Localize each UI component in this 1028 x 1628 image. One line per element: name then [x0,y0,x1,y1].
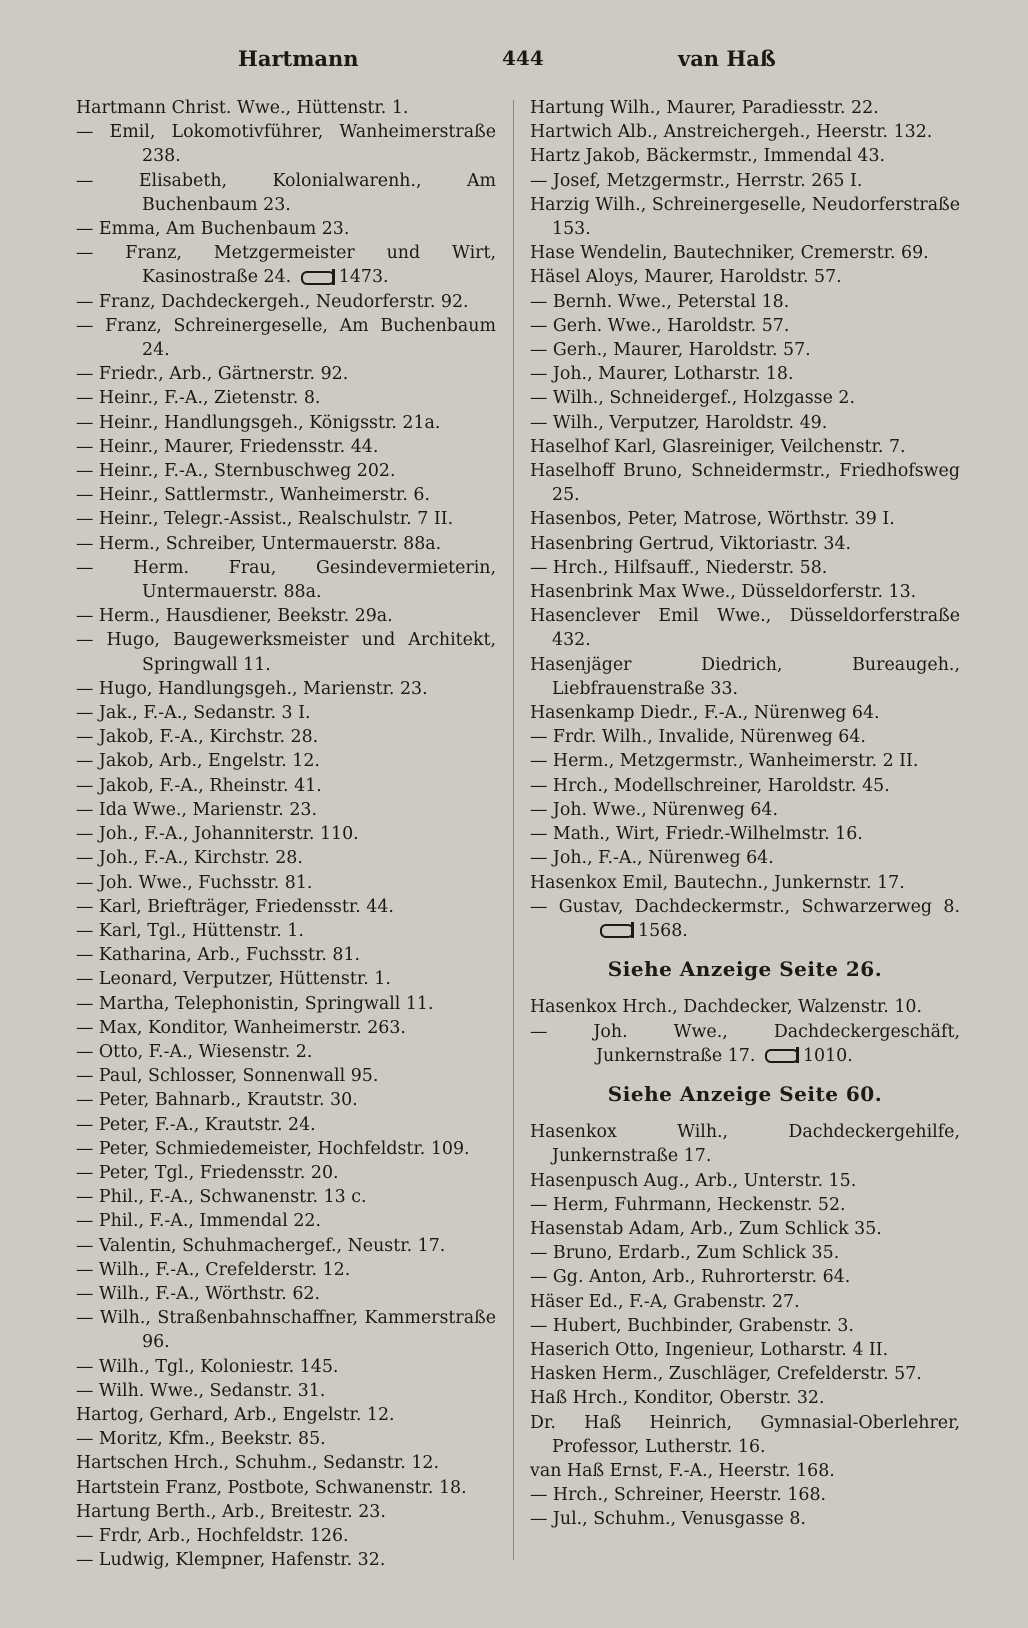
directory-entry [530,1386,960,1410]
entry-text: — Jak., F.-A., Sedanstr. 3 I. [76,703,311,724]
directory-entry [76,1258,496,1282]
directory-entry [530,701,960,725]
entry-text: Hasenkox Wilh., Dachdeckergehilfe, Junkernstraße 17. [530,1122,960,1167]
entry-text: — Bruno, Erdarb., Zum Schlick 35. [530,1243,840,1264]
entry-text: Hartog, Gerhard, Arb., Engelstr. 12. [76,1404,395,1425]
advertisement-reference: Siehe Anzeige Seite 26. [607,957,883,982]
directory-entry [530,1241,960,1265]
directory-entry [76,822,496,846]
entry-text: Hasken Herm., Zuschläger, Crefelderstr. 57. [530,1364,922,1385]
entry-text: — Paul, Schlosser, Sonnenwall 95. [76,1066,379,1087]
right-column [530,96,960,1532]
directory-entry [76,459,496,483]
entry-text: Hase Wendelin, Bautechniker, Cremerstr. 69. [530,243,929,264]
entry-text: — Jul., Schuhm., Venusgasse 8. [530,1509,806,1530]
header-right-name: van Haß [678,46,776,71]
directory-entry [76,1403,496,1427]
directory-entry [530,1483,960,1507]
directory-entry [530,120,960,144]
directory-entry [76,774,496,798]
entry-text: — Emil, Lokomotivführer, Wanheimerstraße 238. [76,122,496,167]
directory-entry [530,459,960,507]
directory-entry [530,995,960,1019]
directory-entry [76,943,496,967]
entry-text: — Herm, Fuhrmann, Heckenstr. 52. [530,1194,846,1215]
entry-text: Hartz Jakob, Bäckermstr., Immendal 43. [530,146,886,167]
directory-entry [530,1459,960,1483]
entry-text: — Heinr., F.-A., Zietenstr. 8. [76,388,321,409]
directory-entry [76,701,496,725]
entry-text: — Hubert, Buchbinder, Grabenstr. 3. [530,1315,854,1336]
entry-text: — Heinr., Sattlermstr., Wanheimerstr. 6. [76,485,430,506]
directory-entry [530,265,960,289]
entry-text: Harzig Wilh., Schreinergeselle, Neudorferstraße 153. [530,194,960,240]
entry-text: — Wilh. Wwe., Sedanstr. 31. [76,1380,326,1401]
entry-text: — Joh. Wwe., Fuchsstr. 81. [76,872,313,893]
directory-entry [76,992,496,1016]
page-number: 444 [502,46,544,70]
directory-entry [530,604,960,652]
directory-entry [530,1265,960,1289]
directory-entry [530,290,960,314]
entry-text: — Heinr., Maurer, Friedensstr. 44. [76,436,379,457]
directory-entry [530,144,960,168]
entry-text: — Herm., Hausdiener, Beekstr. 29a. [76,606,393,627]
directory-entry [76,290,496,314]
directory-entry [76,120,496,168]
directory-entry [76,507,496,531]
entry-text: Häsel Aloys, Maurer, Haroldstr. 57. [530,267,842,288]
page-header [70,46,968,82]
directory-entry [76,1040,496,1064]
entry-text: — Jakob, Arb., Engelstr. 12. [76,751,320,772]
entry-text: — Joh., F.-A., Nürenweg 64. [530,848,774,869]
directory-entry [530,556,960,580]
entry-text: — Peter, Tgl., Friedensstr. 20. [76,1162,339,1183]
directory-entry [76,1548,496,1572]
entry-text: — Peter, F.-A., Krautstr. 24. [76,1114,316,1135]
directory-entry [530,362,960,386]
directory-entry [530,386,960,410]
directory-entry [76,1016,496,1040]
entry-text: Hartmann Christ. Wwe., Hüttenstr. 1. [76,98,409,118]
entry-text: — Joh. Wwe., Dachdeckergeschäft, Junkernstraße 17. [530,1021,960,1066]
telephone-icon [600,924,634,938]
directory-entry [76,895,496,919]
directory-entry [76,435,496,459]
entry-text: — Emma, Am Buchenbaum 23. [76,219,350,240]
entry-text: — Bernh. Wwe., Peterstal 18. [530,291,790,312]
directory-entry [76,1524,496,1548]
directory-entry [530,532,960,556]
entry-text: Hasenstab Adam, Arb., Zum Schlick 35. [530,1218,882,1239]
directory-entry [76,411,496,435]
entry-text: — Franz, Schreinergeselle, Am Buchenbaum 24. [76,315,496,361]
directory-entry [76,1161,496,1185]
entry-text: — Max, Konditor, Wanheimerstr. 263. [76,1017,406,1038]
entry-text: Hartwich Alb., Anstreichergeh., Heerstr. 132. [530,122,933,143]
entry-text: — Joh., F.-A., Johanniterstr. 110. [76,824,359,845]
entry-text: — Gg. Anton, Arb., Ruhrorterstr. 64. [530,1267,851,1288]
entry-text: Hasenkamp Diedr., F.-A., Nürenweg 64. [530,703,880,724]
directory-entry [530,774,960,798]
entry-text: Häser Ed., F.-A, Grabenstr. 27. [530,1291,800,1312]
entry-text: — Gerh. Wwe., Haroldstr. 57. [530,315,790,336]
entry-text: — Wilh., F.-A., Wörthstr. 62. [76,1283,320,1304]
directory-entry [76,1088,496,1112]
directory-entry [76,749,496,773]
directory-entry [530,580,960,604]
entry-text: — Heinr., Telegr.-Assist., Realschulstr. 7 II. [76,509,454,530]
entry-text: Hartstein Franz, Postbote, Schwanenstr. 18. [76,1477,467,1498]
directory-entry [530,1193,960,1217]
entry-text: Haserich Otto, Ingenieur, Lotharstr. 4 II. [530,1339,889,1360]
entry-text: Hasenpusch Aug., Arb., Unterstr. 15. [530,1170,857,1191]
entry-text: — Peter, Schmiedemeister, Hochfeldstr. 109. [76,1138,470,1159]
directory-entry [76,314,496,362]
entry-text: — Valentin, Schuhmachergef., Neustr. 17. [76,1235,446,1256]
entry-text: — Gerh., Maurer, Haroldstr. 57. [530,340,811,361]
entry-text: Hartung Berth., Arb., Breitestr. 23. [76,1501,386,1522]
directory-entry [76,725,496,749]
directory-entry [76,1064,496,1088]
entry-text: — Hrch., Schreiner, Heerstr. 168. [530,1485,827,1506]
directory-entry [76,1282,496,1306]
directory-entry [76,556,496,604]
entry-text: Hartschen Hrch., Schuhm., Sedanstr. 12. [76,1453,439,1474]
entry-text: — Otto, F.-A., Wiesenstr. 2. [76,1041,313,1062]
entry-text: Dr. Haß Heinrich, Gymnasial-Oberlehrer, Professor, Lutherstr. 16. [530,1412,960,1457]
directory-entry [530,96,960,120]
entry-text: van Haß Ernst, F.-A., Heerstr. 168. [530,1460,835,1481]
directory-entry [76,1234,496,1258]
entry-text: — Wilh., Tgl., Koloniestr. 145. [76,1356,339,1377]
entry-text: — Phil., F.-A., Immendal 22. [76,1211,322,1232]
entry-text: Hasenkox Emil, Bautechn., Junkernstr. 17. [530,872,905,893]
telephone-number: 1010. [802,1045,853,1066]
directory-entry [530,1169,960,1193]
entry-text: Haselhoff Bruno, Schneidermstr., Friedhofsweg 25. [530,461,960,506]
entry-text: — Karl, Tgl., Hüttenstr. 1. [76,920,304,941]
entry-text: — Jakob, F.-A., Rheinstr. 41. [76,775,322,796]
directory-entry [76,483,496,507]
entry-text: — Math., Wirt, Friedr.-Wilhelmstr. 16. [530,824,863,845]
entry-text: — Hrch., Modellschreiner, Haroldstr. 45. [530,775,890,796]
directory-entry [530,1338,960,1362]
entry-text: Hasenbring Gertrud, Viktoriastr. 34. [530,533,852,554]
entry-text: — Joh., F.-A., Kirchstr. 28. [76,848,303,869]
entry-text: Hasenbos, Peter, Matrose, Wörthstr. 39 I. [530,509,895,530]
directory-entry [76,217,496,241]
directory-entry [76,1185,496,1209]
advertisement-reference: Siehe Anzeige Seite 60. [607,1081,883,1106]
directory-entry [530,1314,960,1338]
entry-text: Hasenjäger Diedrich, Bureaugeh., Liebfrauenstraße 33. [530,654,960,699]
entry-text: — Hugo, Handlungsgeh., Marienstr. 23. [76,678,428,699]
entry-text: — Joh., Maurer, Lotharstr. 18. [530,364,794,385]
entry-text: — Friedr., Arb., Gärtnerstr. 92. [76,364,349,385]
telephone-number: 1568. [638,920,688,941]
entry-text: — Jakob, F.-A., Kirchstr. 28. [76,727,319,748]
entry-text: — Wilh., F.-A., Crefelderstr. 12. [76,1259,351,1280]
telephone-icon [765,1049,799,1063]
entry-text: — Wilh., Schneidergef., Holzgasse 2. [530,388,855,409]
telephone-number: 1473. [338,267,389,288]
entry-text: — Wilh., Verputzer, Haroldstr. 49. [530,412,828,433]
directory-entry [530,1411,960,1459]
directory-entry [530,435,960,459]
entry-text: — Ludwig, Klempner, Hafenstr. 32. [76,1550,386,1571]
entry-text: — Moritz, Kfm., Beekstr. 85. [76,1429,326,1450]
directory-entry [530,871,960,895]
directory-entry [76,532,496,556]
directory-entry [76,628,496,676]
directory-entry [76,1427,496,1451]
directory-entry [76,967,496,991]
directory-entry [76,1137,496,1161]
entry-text: — Frdr, Arb., Hochfeldstr. 126. [76,1525,349,1546]
directory-entry [530,1020,960,1068]
directory-entry [530,1507,960,1531]
entry-text: — Ida Wwe., Marienstr. 23. [76,799,318,820]
directory-entry [76,1306,496,1354]
entry-text: — Phil., F.-A., Schwanenstr. 13 c. [76,1187,367,1208]
telephone-icon [301,271,335,285]
directory-entry [530,653,960,701]
directory-entry [76,1500,496,1524]
entry-text: — Franz, Metzgermeister und Wirt, Kasinostraße 24. [76,243,496,288]
entry-text: Hartung Wilh., Maurer, Paradiesstr. 22. [530,98,879,118]
directory-entry [76,677,496,701]
entry-text: — Herm., Schreiber, Untermauerstr. 88a. [76,533,442,554]
directory-entry [530,895,960,943]
left-column [76,96,496,1572]
directory-entry [76,1476,496,1500]
directory-entry [76,1209,496,1233]
directory-entry [530,411,960,435]
entry-text: — Hugo, Baugewerksmeister und Architekt, Springwall 11. [76,630,496,675]
directory-entry [76,919,496,943]
entry-text: Haselhof Karl, Glasreiniger, Veilchenstr. 7. [530,436,906,457]
entry-text: — Martha, Telephonistin, Springwall 11. [76,993,434,1014]
entry-text: — Heinr., Handlungsgeh., Königsstr. 21a. [76,412,441,433]
entry-text: — Leonard, Verputzer, Hüttenstr. 1. [76,969,391,990]
directory-entry [76,169,496,217]
directory-entry [530,725,960,749]
entry-text: — Frdr. Wilh., Invalide, Nürenweg 64. [530,727,866,748]
entry-text: — Herm. Frau, Gesindevermieterin, Untermauerstr. 88a. [76,557,496,603]
entry-text: — Peter, Bahnarb., Krautstr. 30. [76,1090,358,1111]
entry-text: — Heinr., F.-A., Sternbuschweg 202. [76,461,396,482]
directory-entry [530,507,960,531]
directory-entry [76,871,496,895]
directory-entry [530,169,960,193]
entry-text: — Katharina, Arb., Fuchsstr. 81. [76,945,361,966]
directory-entry [530,1217,960,1241]
directory-entry [530,1120,960,1168]
directory-entry [530,1290,960,1314]
directory-entry [530,822,960,846]
directory-entry [530,749,960,773]
directory-entry [76,1451,496,1475]
directory-entry [530,338,960,362]
directory-entry [76,846,496,870]
entry-text: Hasenkox Hrch., Dachdecker, Walzenstr. 10. [530,997,922,1018]
entry-text: — Franz, Dachdeckergeh., Neudorferstr. 92. [76,291,469,312]
directory-entry [76,1355,496,1379]
directory-entry [530,193,960,241]
header-left-name: Hartmann [238,46,359,71]
column-divider [513,100,514,1560]
entry-text: — Karl, Briefträger, Friedensstr. 44. [76,896,394,917]
directory-entry [530,846,960,870]
entry-text: Hasenbrink Max Wwe., Düsseldorferstr. 13. [530,582,917,603]
directory-entry [76,386,496,410]
directory-entry [76,1379,496,1403]
directory-entry [76,798,496,822]
entry-text: — Herm., Metzgermstr., Wanheimerstr. 2 II. [530,751,919,772]
directory-entry [76,362,496,386]
entry-text: — Elisabeth, Kolonialwarenh., Am Buchenbaum 23. [76,170,496,215]
entry-text: — Hrch., Hilfsauff., Niederstr. 58. [530,557,828,578]
directory-entry [76,241,496,289]
entry-text: — Joh. Wwe., Nürenweg 64. [530,799,778,820]
directory-entry [76,1113,496,1137]
entry-text: — Gustav, Dachdeckermstr., Schwarzerweg 8. [530,896,960,917]
directory-entry [530,241,960,265]
entry-text: — Wilh., Straßenbahnschaffner, Kammerstraße 96. [76,1308,496,1353]
directory-entry [530,1362,960,1386]
directory-entry [76,96,496,120]
entry-text: Haß Hrch., Konditor, Oberstr. 32. [530,1388,825,1409]
directory-entry [76,604,496,628]
entry-text: Hasenclever Emil Wwe., Düsseldorferstraße 432. [530,606,960,651]
entry-text: — Josef, Metzgermstr., Herrstr. 265 I. [530,170,863,191]
directory-entry [530,314,960,338]
directory-entry [530,798,960,822]
